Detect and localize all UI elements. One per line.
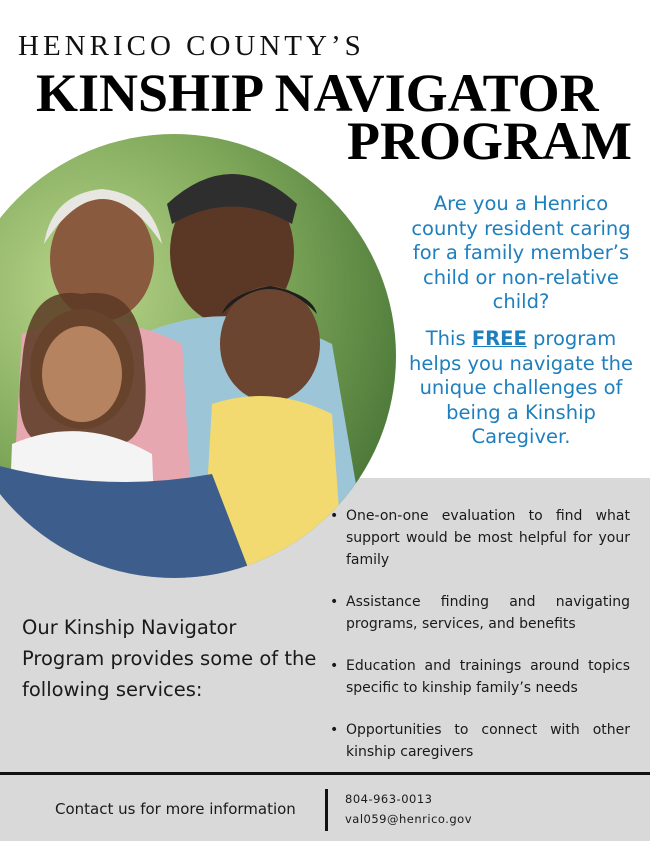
free-suffix: program helps you navigate the unique challenges of being a Kinship Caregiver. xyxy=(409,327,633,448)
program-title-line2: PROGRAM xyxy=(347,111,632,171)
program-title-line1: KINSHIP NAVIGATOR xyxy=(36,63,599,123)
contact-divider xyxy=(325,789,328,831)
phone-number[interactable]: 804-963-0013 xyxy=(345,792,433,806)
free-program-text xyxy=(404,327,638,450)
services-intro: Our Kinship Navigator Program provides some of the following services: xyxy=(22,616,317,701)
list-item: • Education and trainings around topics specific to kinship family’s needs xyxy=(330,655,630,719)
free-prefix: This xyxy=(425,327,466,350)
list-item: • Opportunities to connect with other kinship caregivers xyxy=(330,719,630,763)
divider-line xyxy=(0,772,650,775)
resident-question: Are you a Henrico county resident caring for a family member’s child or non-relative child? xyxy=(411,192,631,313)
list-item: • Assistance finding and navigating programs, services, and benefits xyxy=(330,591,630,655)
services-list xyxy=(330,505,630,763)
free-link[interactable]: FREE xyxy=(471,327,527,350)
county-heading: HENRICO COUNTY’S xyxy=(18,30,365,62)
contact-label: Contact us for more information xyxy=(55,800,296,818)
list-item: • One-on-one evaluation to find what support would be most helpful for your family xyxy=(330,505,630,591)
email-address[interactable]: val059@henrico.gov xyxy=(345,812,473,826)
